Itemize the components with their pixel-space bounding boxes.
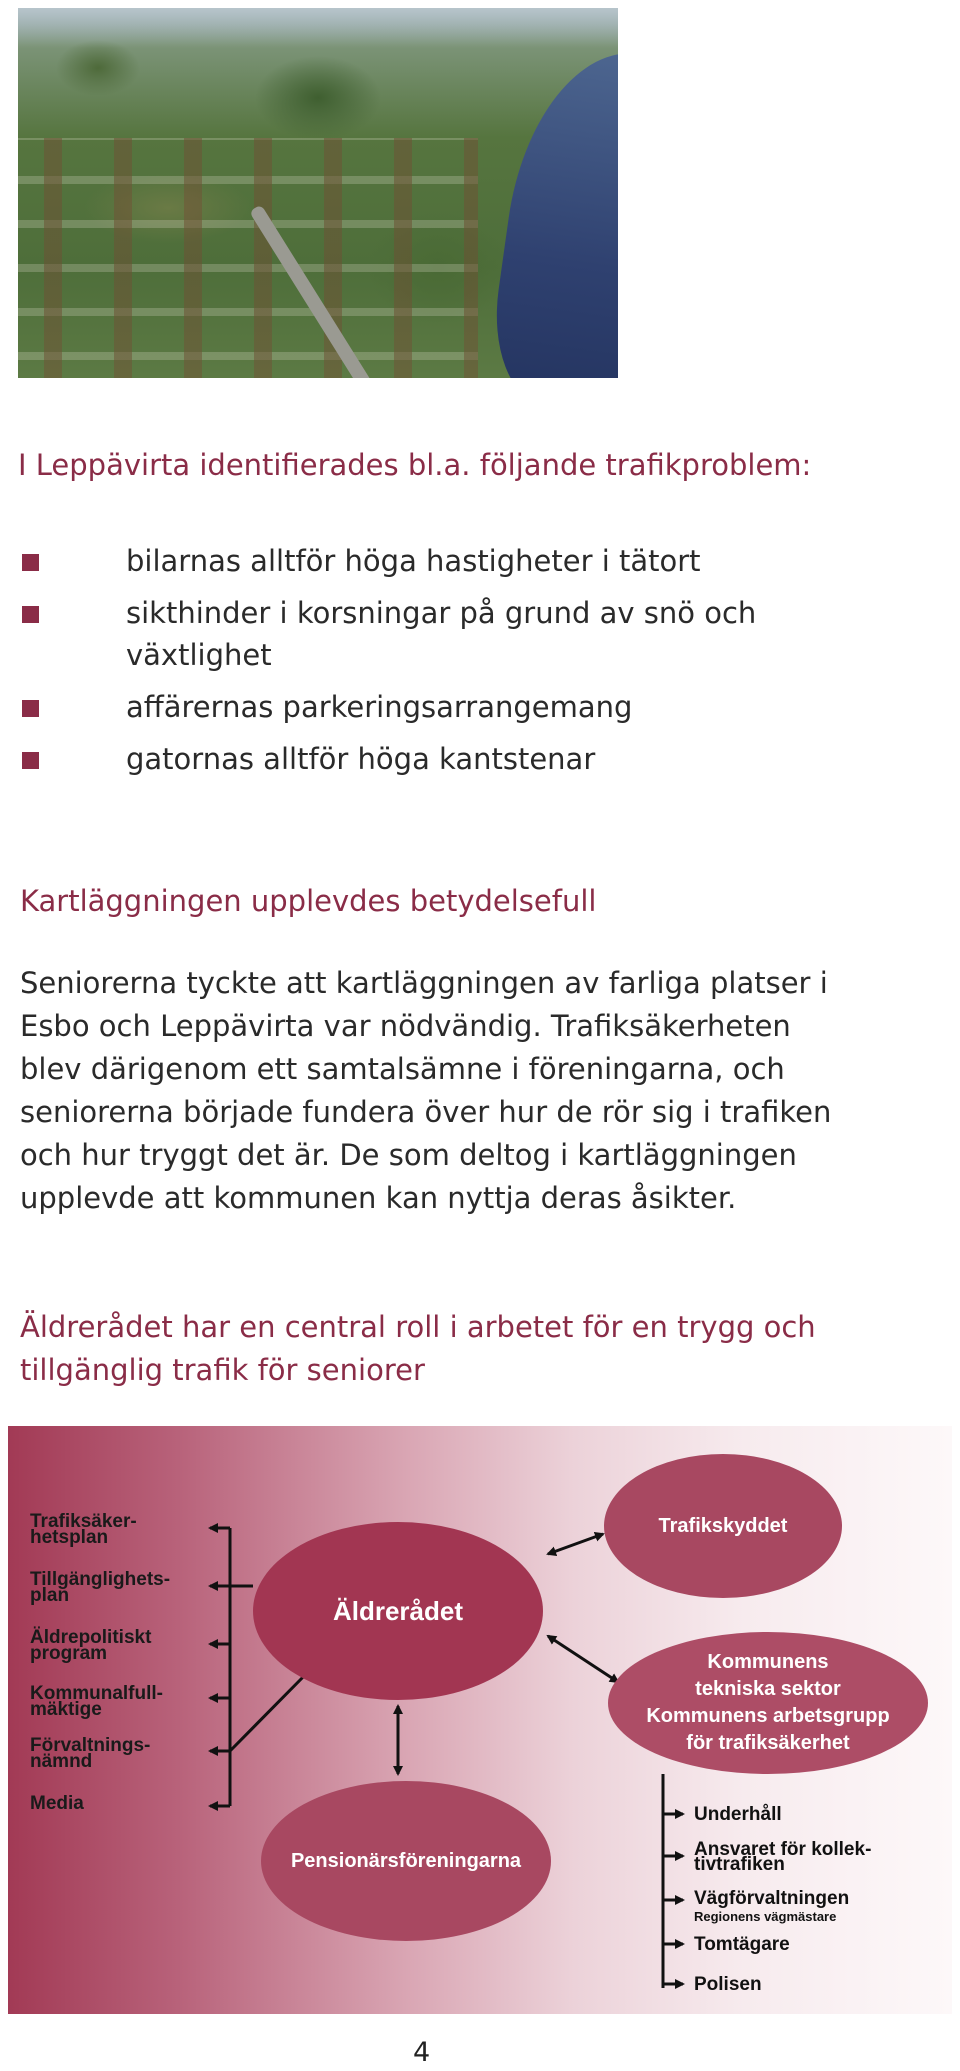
section-body-text: Seniorerna tyckte att kartläggningen av farliga platser i Esbo och Leppävirta var nödvändig. Trafiksäkerheten blev därigenom ett samtalsämne i föreningarna, och seniorerna började fundera över hur de rör sig i trafiken och hur tryggt det är. De som deltog i kartläggningen upplevde att kommunen kan nyttja deras åsikter. xyxy=(20,966,832,1215)
kommunens-sektor-text xyxy=(646,1649,889,1757)
right-item-kollektivtrafiken xyxy=(694,1839,872,1875)
page-number: 4 xyxy=(413,2037,431,2068)
trafikskyddet-label: Trafikskyddet xyxy=(658,1514,788,1537)
right-item-label: Underhåll xyxy=(694,1804,782,1825)
list-item-text: affärernas parkeringsarrangemang xyxy=(126,690,633,724)
kommunens-line: tekniska sektor xyxy=(695,1678,841,1700)
left-item-label: Tillgänglighets- plan xyxy=(30,1569,171,1606)
photo-haze xyxy=(18,8,618,48)
left-item-trafiksakerhetsplan xyxy=(30,1511,137,1548)
right-item-tomtagare xyxy=(694,1936,790,1954)
aerial-photo xyxy=(18,8,618,378)
photo-houses xyxy=(18,138,478,378)
bullet-square-icon xyxy=(22,752,39,769)
list-item-text: sikthinder i korsningar på grund av snö och växtlighet xyxy=(126,596,757,672)
pensionarsforeningarna-node xyxy=(261,1781,551,1941)
photo-lake xyxy=(484,39,618,378)
list-item-text: gatornas alltför höga kantstenar xyxy=(126,742,596,776)
list-item xyxy=(18,738,898,780)
kommunens-line: Kommunens arbetsgrupp xyxy=(646,1705,890,1727)
left-item-media xyxy=(30,1793,84,1814)
right-item-label: Vägförvaltningen xyxy=(694,1888,850,1909)
left-item-label: Äldrepolitiskt program xyxy=(30,1627,152,1664)
section-heading-kartlaggning: Kartläggningen upplevdes betydelsefull xyxy=(20,884,597,918)
right-bracket xyxy=(663,1774,683,1988)
left-item-aldrepolitiskt-program xyxy=(30,1627,152,1664)
aldreradet-node xyxy=(253,1522,543,1700)
list-item xyxy=(18,540,898,582)
bullet-square-icon xyxy=(22,554,39,571)
left-item-label: Kommunalfull- mäktige xyxy=(30,1683,163,1720)
aldreradet-label: Äldrerådet xyxy=(332,1595,464,1626)
section-heading-aldreradet: Äldrerådet har en central roll i arbetet för en trygg och tillgänglig trafik för seniorer xyxy=(20,1310,816,1387)
trafikskyddet-node xyxy=(604,1454,842,1598)
list-item xyxy=(18,686,898,728)
bullet-square-icon xyxy=(22,700,39,717)
right-item-vagforvaltningen xyxy=(694,1890,849,1926)
kommunens-sektor-node xyxy=(608,1632,928,1774)
left-item-tillganglighetsplan xyxy=(30,1569,171,1606)
right-item-label: Polisen xyxy=(694,1974,762,1995)
left-item-label: Media xyxy=(30,1793,84,1814)
problem-list xyxy=(18,540,898,790)
intro-heading: I Leppävirta identifierades bl.a. följande trafikproblem: xyxy=(18,448,812,482)
left-item-label: Trafiksäker- hetsplan xyxy=(30,1511,137,1548)
right-item-label: Ansvaret för kollek- tivtrafiken xyxy=(694,1839,872,1875)
right-item-label: Tomtägare xyxy=(694,1934,790,1955)
list-item xyxy=(18,592,898,676)
organization-diagram xyxy=(8,1426,952,2014)
left-item-label: Förvaltnings- nämnd xyxy=(30,1735,151,1772)
right-item-underhall xyxy=(694,1806,782,1824)
left-item-kommunalfullmaktige xyxy=(30,1683,163,1720)
kommunens-line: Kommunens xyxy=(707,1651,829,1673)
pensionarsforeningarna-label: Pensionärsföreningarna xyxy=(290,1849,522,1872)
kommunens-line: för trafiksäkerhet xyxy=(686,1732,850,1754)
right-item-polisen xyxy=(694,1976,762,1994)
left-item-forvaltningsnamnd xyxy=(30,1735,151,1772)
list-item-text: bilarnas alltför höga hastigheter i tätort xyxy=(126,544,701,578)
bullet-square-icon xyxy=(22,606,39,623)
right-item-sublabel: Regionens vägmästare xyxy=(694,1909,837,1924)
